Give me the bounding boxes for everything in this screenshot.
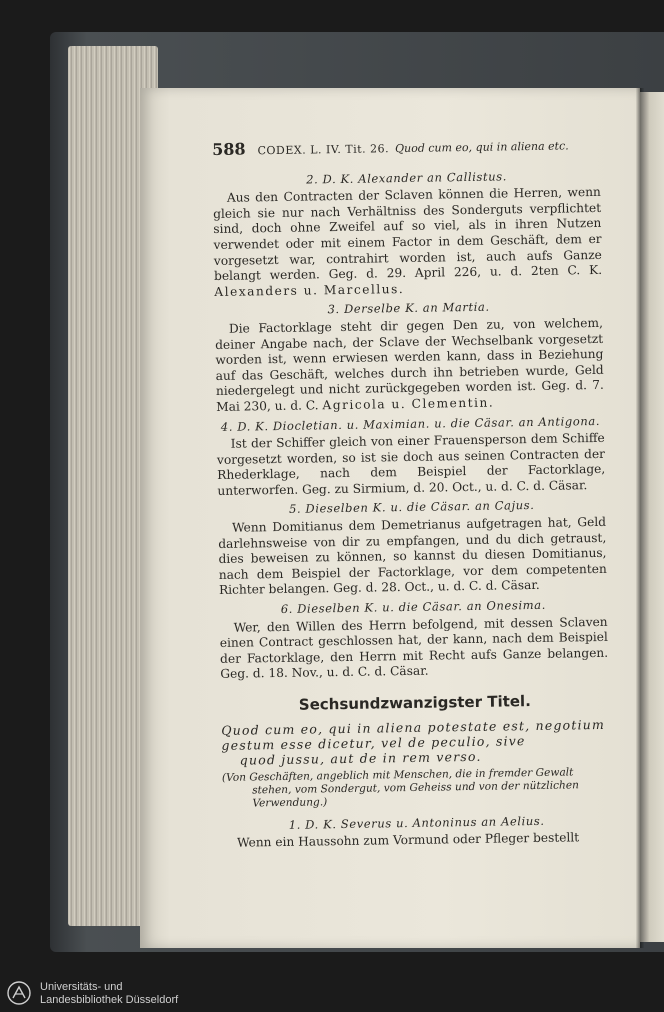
section-1-next-title [223,812,611,851]
latin-line: Quod cum eo, qui in aliena potestate est, negotium gestum esse dicetur, vel de peculio, sive [221,716,606,753]
page-text [212,136,611,852]
library-logo-icon [6,980,32,1006]
section-heading: 3. Derselbe K. an Martia. [327,300,490,317]
library-line: Landesbibliothek Düsseldorf [40,994,179,1006]
section-2 [212,167,602,300]
section-heading: 5. Dieselben K. u. die Cäsar. an Cajus. [288,498,535,517]
section-heading: 4. D. K. Diocletian. u. Maximian. u. die Cäsar. an Antigona. [220,413,601,434]
section-body [215,316,604,416]
title-heading: Sechsundzwanzigster Titel. [298,692,531,714]
page-number: 588 [211,139,246,159]
library-line: Universitäts- und [40,981,123,993]
section-heading: 2. D. K. Alexander an Callistus. [306,168,508,187]
body-text: Wenn Domitianus dem Demetrianus aufgetragen hat, Geld darlehnsweise von dir zu empfangen, und du dich getraust, dies beweisen zu können, so kannst du diesen Domitianus, nach dem Beispiel der Factorklage, vor dem competenten Richter belangen. Geg. d. 28. Oct., u. d. C. d. Cäsar. [218,514,607,598]
section-body [220,614,609,682]
section-body [218,515,607,599]
facing-page-edge [640,92,664,942]
running-title: Quod cum eo, qui in aliena etc. [394,139,569,156]
consuls: Alexanders u. Marcellus. [214,281,405,299]
consuls: Agricola u. Clementin. [322,395,495,413]
section-heading: 6. Dieselben K. u. die Cäsar. an Onesima. [280,597,547,617]
library-footer [0,972,664,1012]
latin-line: quod jussu, aut de in rem verso. [239,748,482,768]
section-body [217,431,606,499]
section-3 [215,298,605,415]
library-name [40,981,178,1007]
latin-title [221,716,610,767]
codex-reference: CODEX. L. IV. Tit. 26. [257,142,390,158]
section-6 [219,597,608,683]
german-line: (Von Geschäften, angeblich mit Menschen, die in fremder Gewalt [221,765,574,784]
body-text: Wer, den Willen des Herrn befolgend, mit dessen Sclaven einen Contract geschlossen hat, der kann, nach dem Beispiel der Factorklage, den Herrn mit Recht aufs Ganze belangen. Geg. d. 18. Nov., u. d. C. d. Cäsar. [219,614,609,682]
section-4 [216,413,605,499]
section-body [213,185,603,300]
german-line: stehen, vom Sondergut, vom Geheiss und von der nützlichen Verwendung.) [252,778,579,810]
body-text: Die Factorklage steht dir gegen Den zu, von welchem, deiner Angabe nach, der Sclave der Wechselbank vorgesetzt worden ist, wenn erwiesen werden kann, dass in Beziehung auf das Geschäft, welches durch ihn betrieben wurde, Geld niedergelegt und nicht zurückgegeben worden ist. Geg. d. 7. Mai 230, u. d. C. [215,315,604,414]
body-text: Ist der Schiffer gleich von einer Frauensperson dem Schiffe vorgesetzt worden, so ist sie doch aus seinen Contracten der Rhederklage, nach dem Beispiel der Factorklage, unterworfen. Geg. zu Sirmium, d. 20. Oct., u. d. C. d. Cäsar. [216,430,606,498]
body-text: Aus den Contracten der Sclaven können die Herren, wenn gleich sie nur nach Verhältniss des Sonderguts verpflichtet sind, doch ohne Zweifel auf so viel, als in ihren Nutzen verwendet oder mit einem Factor in dem Geschäft, dem er vorgesetzt war, contrahirt worden ist, auch aufs Ganze belangt werden. Geg. d. 29. April 226, u. d. 2ten C. K. [213,185,603,284]
german-title [222,765,611,810]
section-5 [218,497,607,599]
section-body: Wenn ein Haussohn zum Vormund oder Pfleger bestellt [236,830,580,850]
section-heading: 1. D. K. Severus u. Antoninus an Aelius. [288,813,545,832]
